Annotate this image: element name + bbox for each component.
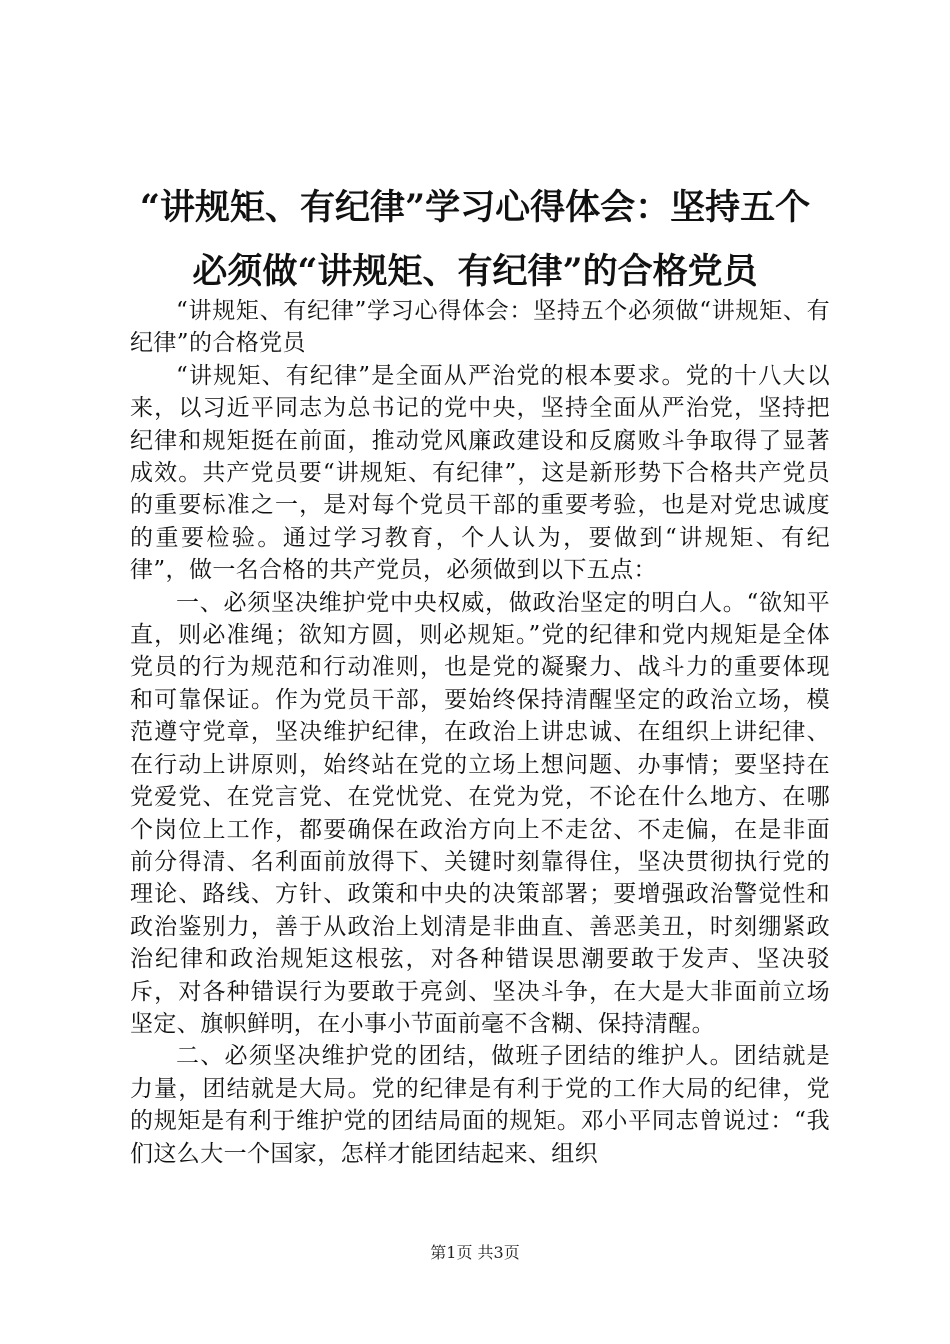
title-line-1: “讲规矩、有纪律”学习心得体会：坚持五个 xyxy=(139,187,811,228)
paragraph-subtitle: “讲规矩、有纪律”学习心得体会：坚持五个必须做“讲规矩、有纪律”的合格党员 xyxy=(130,298,830,357)
paragraph-point-two: 二、必须坚决维护党的团结，做班子团结的维护人。团结就是力量，团结就是大局。党的纪律是有利于党的工作大局的纪律，党的规矩是有利于维护党的团结局面的规矩。邓小平同志曾说过：“我们这么大一个国家，怎样才能团结起来、组织 xyxy=(130,1043,830,1167)
document-title xyxy=(100,176,850,304)
document-body xyxy=(130,295,830,1170)
page-number: 第1页 共3页 xyxy=(430,1243,520,1262)
page-footer xyxy=(0,1243,950,1263)
title-line-2: 必须做“讲规矩、有纪律”的合格党员 xyxy=(192,251,758,292)
paragraph-intro: “讲规矩、有纪律”是全面从严治党的根本要求。党的十八大以来，以习近平同志为总书记的党中央，坚持全面从严治党，坚持把纪律和规矩挺在前面，推动党风廉政建设和反腐败斗争取得了显著成效。共产党员要“讲规矩、有纪律”，这是新形势下合格共产党员的重要标准之一，是对每个党员干部的重要考验，也是对党忠诚度的重要检验。通过学习教育，个人认为，要做到“讲规矩、有纪律”，做一名合格的共产党员，必须做到以下五点： xyxy=(130,362,830,584)
paragraph-point-one: 一、必须坚决维护党中央权威，做政治坚定的明白人。“欲知平直，则必准绳；欲知方圆，则必规矩。”党的纪律和党内规矩是全体党员的行为规范和行动准则，也是党的凝聚力、战斗力的重要体现和可靠保证。作为党员干部，要始终保持清醒坚定的政治立场，模范遵守党章，坚决维护纪律，在政治上讲忠诚、在组织上讲纪律、在行动上讲原则，始终站在党的立场上想问题、办事情；要坚持在党爱党、在党言党、在党忧党、在党为党，不论在什么地方、在哪个岗位上工作，都要确保在政治方向上不走岔、不走偏，在是非面前分得清、名利面前放得下、关键时刻靠得住，坚决贯彻执行党的理论、路线、方针、政策和中央的决策部署；要增强政治警觉性和政治鉴别力，善于从政治上划清是非曲直、善恶美丑，时刻绷紧政治纪律和政治规矩这根弦，对各种错误思潮要敢于发声、坚决驳斥，对各种错误行为要敢于亮剑、坚决斗争，在大是大非面前立场坚定、旗帜鲜明，在小事小节面前毫不含糊、保持清醒。 xyxy=(130,589,830,1037)
